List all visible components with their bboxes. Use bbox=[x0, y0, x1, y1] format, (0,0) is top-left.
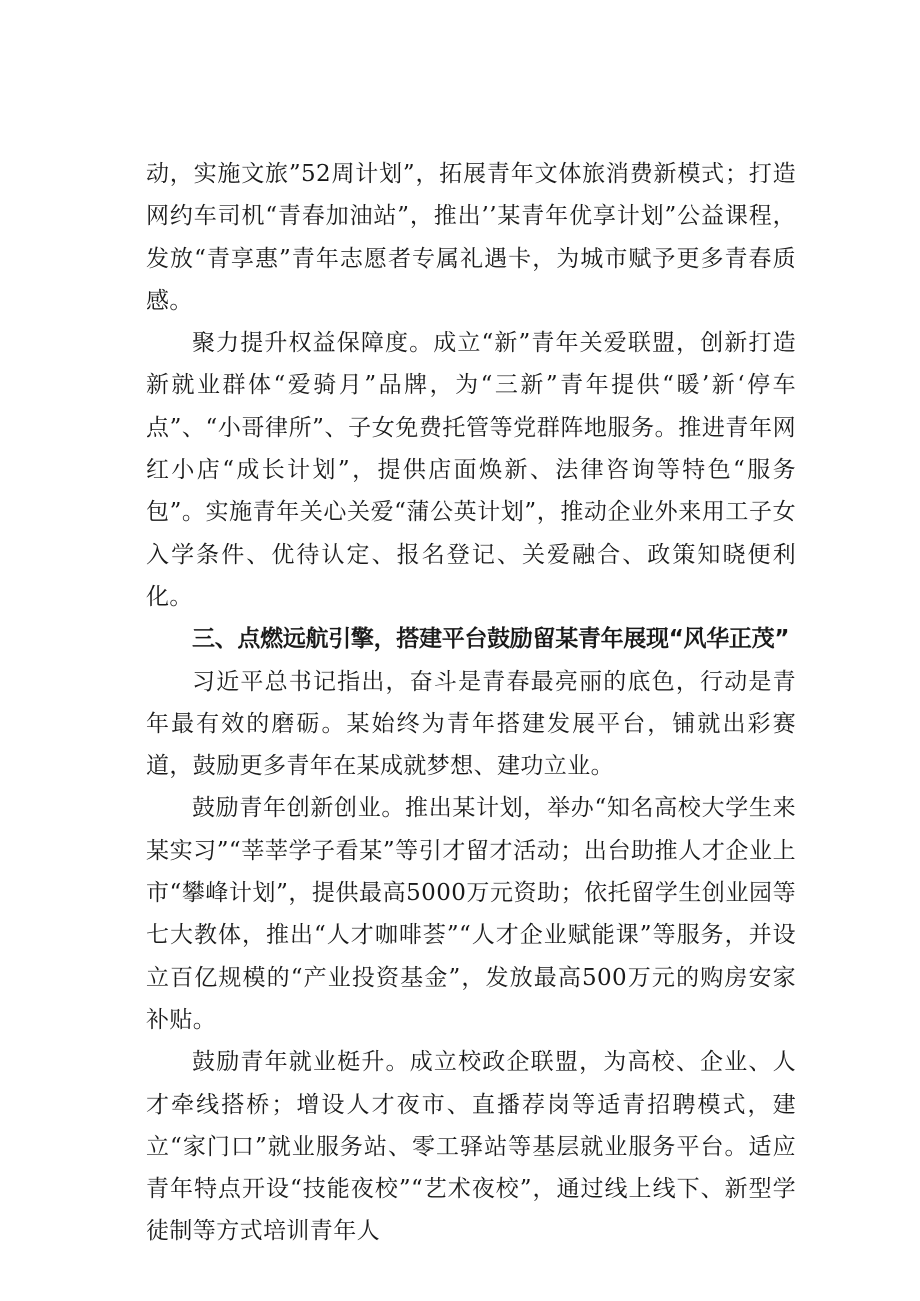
paragraph-rights-protection: 聚力提升权益保障度。成立“新”青年关爱联盟，创新打造新就业群体“爱骑月”品牌，为“三新”青年提供“暖’新‘停车点”、“小哥律所”、子女免费托管等党群阵地服务。推进青年网红小店“成长计划”，提供店面焕新、法律咨询等特色“服务包”。实施青年关心关爱“蒲公英计划”，推动企业外来用工子女入学条件、优待认定、报名登记、关爱融合、政策知晓便利化。 bbox=[146, 330, 796, 610]
paragraph-employment: 鼓励青年就业梃升。成立校政企联盟，为高校、企业、人才牵线搭桥；增设人才夜市、直播荐岗等适青招聘模式，建立“家门口”就业服务站、零工驿站等基层就业服务平台。适应青年特点开设“技能夜校”“艺术夜校”，通过线上线下、新型学徒制等方式培训青年人 bbox=[146, 1049, 796, 1245]
paragraph-section-intro: 习近平总书记指出，奋斗是青春最亮丽的底色，行动是青年最有效的磨砺。某始终为青年搭建发展平台，铺就出彩赛道，鼓励更多青年在某成就梦想、建功立业。 bbox=[146, 668, 796, 780]
paragraph-continuation: 动，实施文旅”52周计划”，拓展青年文体旅消费新模式；打造网约车司机“青春加油站”，推出’’某青年优享计划”公益课程，发放“青享惠”青年志愿者专属礼遇卡，为城市赋予更多青春质感。 bbox=[146, 161, 796, 314]
paragraph-innovation-entrepreneurship: 鼓励青年创新创业。推出某计划，举办“知名高校大学生来某实习”“莘莘学子看某”等引才留才活动；出台助推人才企业上市“攀峰计划”，提供最高5000万元资助；依托留学生创业园等七大教体，推出“人才咖啡荟”“人才企业赋能课”等服务，并设立百亿规模的“产业投资基金”，发放最高500万元的购房安家补贴。 bbox=[146, 795, 796, 1033]
document-body bbox=[146, 153, 796, 1253]
section-heading-three: 三、点燃远航引擎，搭建平台鼓励留某青年展现“风华正茂” bbox=[192, 626, 790, 653]
